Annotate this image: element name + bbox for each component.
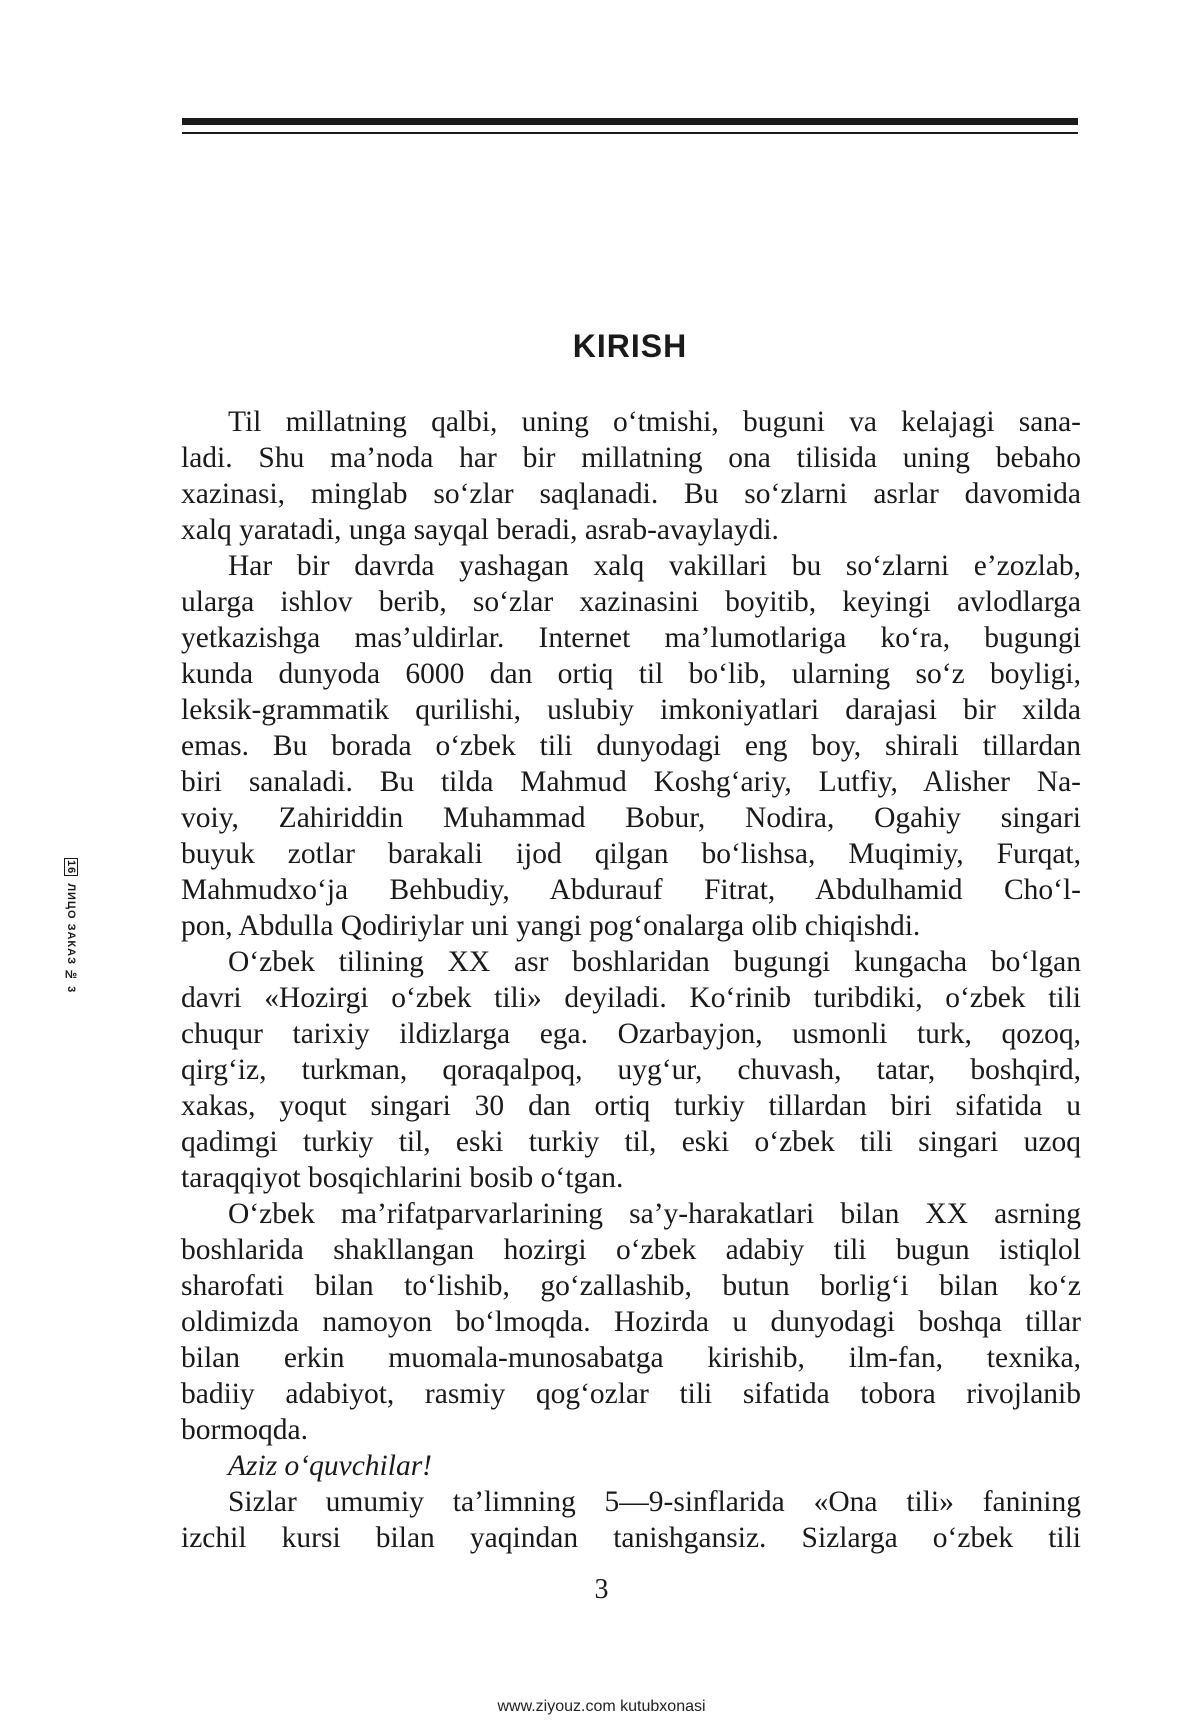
text-line: taraqqiyot bosqichlarini bosib o‘tgan. [181, 1162, 624, 1194]
text-line: boshlarida shakllangan hozirgi o‘zbek adabiy tili bugun istiqlol [181, 1234, 1081, 1266]
text-line: emas. Bu borada o‘zbek tili dunyodagi eng boy, shirali tillardan [181, 730, 1081, 762]
text-line: Til millatning qalbi, uning o‘tmishi, buguni va kelajagi sana- [228, 406, 1081, 438]
text-line: xalq yaratadi, unga sayqal beradi, asrab-avaylaydi. [181, 514, 779, 546]
page-number: 3 [594, 1574, 609, 1605]
text-line: bormoqda. [181, 1414, 308, 1446]
text-line: biri sanaladi. Bu tilda Mahmud Koshg‘ariy, Lutfiy, Alisher Na- [181, 766, 1081, 798]
text-line: oldimizda namoyon bo‘lmoqda. Hozirda u dunyodagi boshqa tillar [181, 1306, 1081, 1338]
text-line: pon, Abdulla Qodiriylar uni yangi pog‘onalarga olib chiqishdi. [181, 910, 921, 942]
body-text [181, 404, 1081, 1556]
text-line: kunda dunyoda 6000 dan ortiq til bo‘lib, ularning so‘z boyligi, [181, 658, 1081, 690]
text-line: Mahmudxo‘ja Behbudiy, Abdurauf Fitrat, Abdulhamid Cho‘l- [181, 874, 1081, 906]
text-line: Sizlar umumiy ta’limning 5—9-sinflarida «Ona tili» fanining [228, 1486, 1081, 1518]
text-line: xakas, yoqut singari 30 dan ortiq turkiy tillardan biri sifatida u [181, 1090, 1081, 1122]
text-line: Har bir davrda yashagan xalq vakillari bu so‘zlarni e’zozlab, [228, 550, 1081, 582]
text-line: leksik-grammatik qurilishi, uslubiy imkoniyatlari darajasi bir xilda [181, 694, 1081, 726]
text-line: badiiy adabiyot, rasmiy qog‘ozlar tili sifatida tobora rivojlanib [181, 1378, 1081, 1410]
text-line: xazinasi, minglab so‘zlar saqlanadi. Bu so‘zlarni asrlar davomida [181, 478, 1081, 510]
margin-stamp-text: ЛИЦО ЗАКАЗ № 3 [65, 883, 77, 994]
text-line: bilan erkin muomala-munosabatga kirishib, ilm-fan, texnika, [181, 1342, 1081, 1374]
text-line: davri «Hozirgi o‘zbek tili» deyiladi. Ko‘rinib turibdiki, o‘zbek tili [181, 982, 1081, 1014]
text-line: buyuk zotlar barakali ijod qilgan bo‘lishsa, Muqimiy, Furqat, [181, 838, 1081, 870]
text-line: O‘zbek ma’rifatparvarlarining sa’y-harakatlari bilan XX asrning [228, 1198, 1081, 1230]
text-line: sharofati bilan to‘lishib, go‘zallashib, butun borlig‘i bilan ko‘z [181, 1270, 1081, 1302]
header-rule-thin [182, 132, 1078, 134]
text-line: O‘zbek tilining XX asr boshlaridan bugungi kungacha bo‘lgan [228, 946, 1081, 978]
text-line: chuqur tarixiy ildizlarga ega. Ozarbayjon, usmonli turk, qozoq, [181, 1018, 1081, 1050]
text-line: izchil kursi bilan yaqindan tanishgansiz. Sizlarga o‘zbek tili [181, 1522, 1081, 1554]
text-line: voiy, Zahiriddin Muhammad Bobur, Nodira, Ogahiy singari [181, 802, 1081, 834]
margin-stamp [64, 858, 78, 993]
margin-stamp-box: 16 [65, 860, 77, 875]
header-rule-thick [182, 118, 1078, 125]
text-line: qadimgi turkiy til, eski turkiy til, eski o‘zbek tili singari uzoq [181, 1126, 1081, 1158]
text-line: qirg‘iz, turkman, qoraqalpoq, uyg‘ur, chuvash, tatar, boshqird, [181, 1054, 1081, 1086]
text-line: ularga ishlov berib, so‘zlar xazinasini boyitib, keyingi avlodlarga [181, 586, 1081, 618]
page-heading: KIRISH [572, 328, 688, 364]
text-line: Aziz o‘quvchilar! [228, 1450, 433, 1482]
text-line: yetkazishga mas’uldirlar. Internet ma’lumotlariga ko‘ra, bugungi [181, 622, 1081, 654]
footer-source: www.ziyouz.com kutubxonasi [497, 1698, 706, 1715]
text-line: ladi. Shu ma’noda har bir millatning ona tilisida uning bebaho [181, 442, 1081, 474]
